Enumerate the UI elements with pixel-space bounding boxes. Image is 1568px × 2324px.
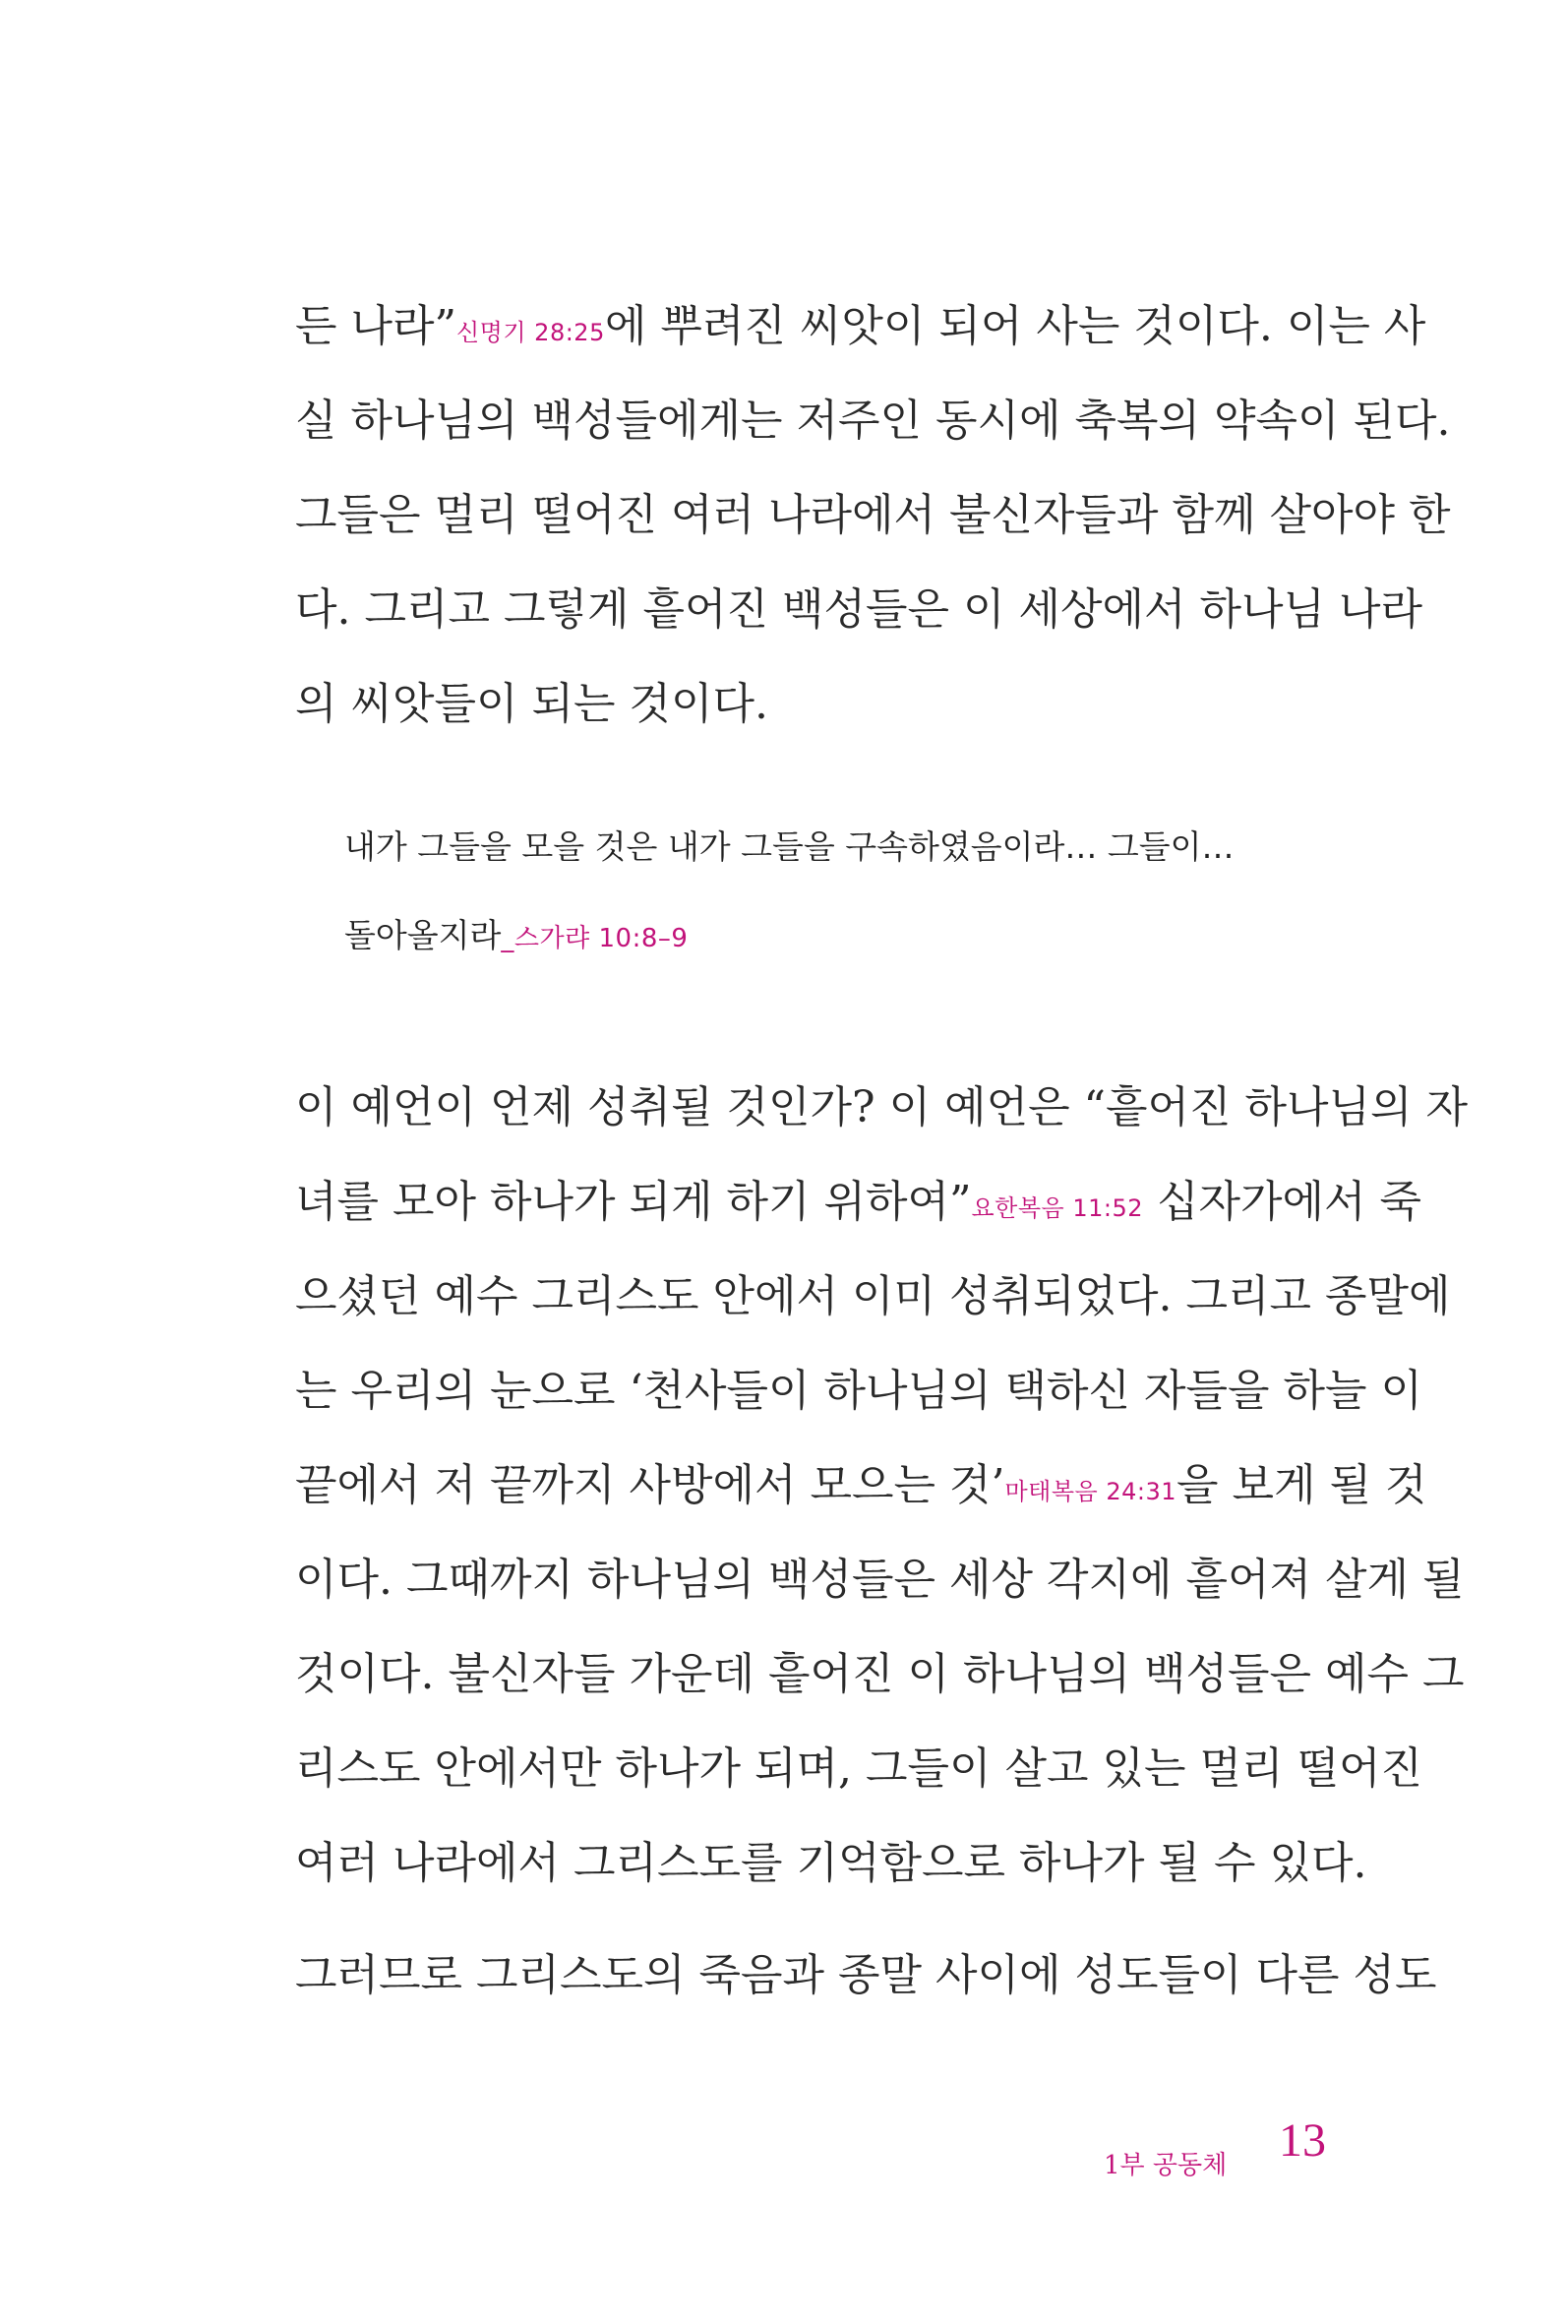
scripture-reference: 신명기 28:25 <box>456 319 605 346</box>
paragraph-2-line-4: 는 우리의 눈으로 ‘천사들이 하나님의 택하신 자들을 하늘 이 <box>295 1366 1422 1416</box>
paragraph-1-line-5: 의 씨앗들이 되는 것이다. <box>295 679 768 729</box>
section-label: 1부 공동체 <box>1104 2151 1228 2180</box>
paragraph-2-line-5: 끝에서 저 끝까지 사방에서 모으는 것’마태복음 24:31을 보게 될 것 <box>295 1460 1427 1510</box>
scripture-reference: 마태복음 24:31 <box>1004 1478 1177 1505</box>
paragraph-2-line-3: 으셨던 예수 그리스도 안에서 이미 성취되었다. 그리고 종말에 <box>295 1271 1451 1321</box>
paragraph-1-line-3: 그들은 멀리 떨어진 여러 나라에서 불신자들과 함께 살아야 한 <box>295 490 1451 540</box>
paragraph-2-line-8: 리스도 안에서만 하나가 되며, 그들이 살고 있는 멀리 떨어진 <box>295 1743 1422 1794</box>
paragraph-2-line-6: 이다. 그때까지 하나님의 백성들은 세상 각지에 흩어져 살게 될 <box>295 1555 1465 1605</box>
scripture-reference: 요한복음 11:52 <box>971 1194 1144 1222</box>
paragraph-2-line-7: 것이다. 불신자들 가운데 흩어진 이 하나님의 백성들은 예수 그 <box>295 1649 1465 1699</box>
paragraph-2-line-1: 이 예언이 언제 성취될 것인가? 이 예언은 “흩어진 하나님의 자 <box>295 1082 1469 1132</box>
paragraph-2-line-2: 녀를 모아 하나가 되게 하기 위하여”요한복음 11:52 십자가에서 죽 <box>295 1177 1422 1227</box>
block-quote-line-1: 내가 그들을 모을 것은 내가 그들을 구속하였음이라… 그들이… <box>344 827 1235 866</box>
paragraph-1-line-1: 든 나라”신명기 28:25에 뿌려진 씨앗이 되어 사는 것이다. 이는 사 <box>295 301 1426 351</box>
page-number: 13 <box>1279 2114 1326 2167</box>
paragraph-2-line-9: 여러 나라에서 그리스도를 기억함으로 하나가 될 수 있다. <box>295 1838 1367 1888</box>
block-quote-line-2: 돌아올지라_스가랴 10:8–9 <box>344 916 689 954</box>
paragraph-1-line-2: 실 하나님의 백성들에게는 저주인 동시에 축복의 약속이 된다. <box>295 396 1451 446</box>
scripture-reference: _스가랴 10:8–9 <box>501 924 689 953</box>
paragraph-1-line-4: 다. 그리고 그렇게 흩어진 백성들은 이 세상에서 하나님 나라 <box>295 584 1422 635</box>
paragraph-3-line-1: 그러므로 그리스도의 죽음과 종말 사이에 성도들이 다른 성도 <box>295 1950 1437 2000</box>
